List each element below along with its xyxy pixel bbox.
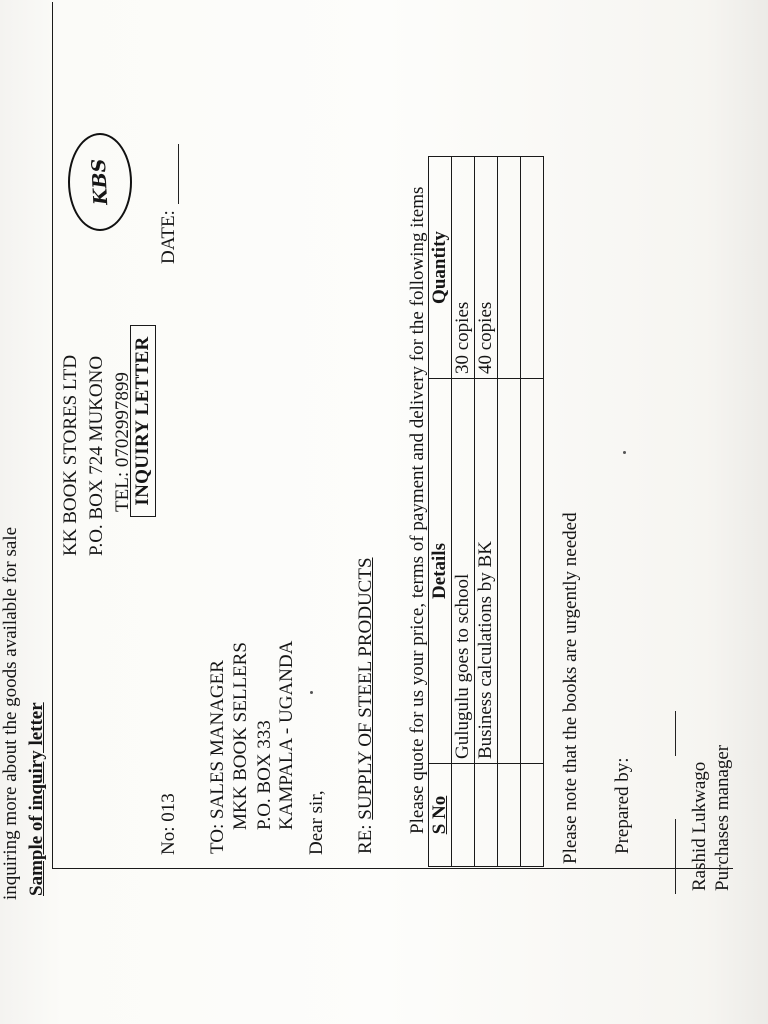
cell-quantity: 40 copies <box>475 157 498 379</box>
header-details: Details <box>429 379 452 764</box>
cell-details <box>521 379 544 764</box>
subject-prefix: RE: <box>355 819 376 854</box>
cell-sno <box>475 764 498 867</box>
company-name: KK BOOK STORES LTD <box>60 354 81 556</box>
company-address: P.O. BOX 724 MUKONO <box>86 355 107 556</box>
signature-line <box>675 819 676 894</box>
subject-text: SUPPLY OF STEEL PRODUCTS <box>355 557 376 820</box>
table-row <box>475 157 498 867</box>
cell-sno <box>452 764 475 867</box>
subject-line <box>355 557 377 854</box>
signature-line-2 <box>675 711 676 756</box>
date-label: DATE: <box>158 210 179 264</box>
letter-title: INQUIRY LETTER <box>130 325 156 517</box>
company-phone: TEL: 0702997899 <box>112 372 133 512</box>
signer-title: Purchases manager <box>712 744 733 891</box>
scan-speck <box>310 691 313 694</box>
reference-number: No: 013 <box>158 793 179 855</box>
quote-request: Please quote for us your price, terms of payment and delivery for the following items <box>407 186 428 834</box>
cell-details <box>498 379 521 764</box>
items-table <box>428 156 544 867</box>
salutation: Dear sir, <box>306 790 327 855</box>
section-title: Sample of inquiry letter <box>26 702 47 896</box>
cell-quantity <box>521 157 544 379</box>
company-logo <box>68 133 132 231</box>
scan-speck <box>623 451 626 454</box>
date-blank-line <box>178 144 179 204</box>
logo-text: KBS <box>87 158 113 206</box>
signer-name: Rashid Lukwago <box>689 761 710 891</box>
cell-details: Business calculations by BK <box>475 379 498 764</box>
table-row <box>452 157 475 867</box>
urgency-note: Please note that the books are urgently needed <box>560 512 581 864</box>
header-sno: S No <box>429 764 452 867</box>
header-quantity: Quantity <box>429 157 452 379</box>
table-header-row <box>429 157 452 867</box>
recipient-line-1: TO: SALES MANAGER <box>207 660 228 854</box>
intro-text: inquiring more about the goods available for sale <box>0 526 21 900</box>
cell-sno <box>498 764 521 867</box>
cell-details: Gulugulu goes to school <box>452 379 475 764</box>
recipient-line-2: MKK BOOK SELLERS <box>230 642 251 830</box>
cell-sno <box>521 764 544 867</box>
prepared-by-label: Prepared by: <box>612 757 633 854</box>
cell-quantity: 30 copies <box>452 157 475 379</box>
cell-quantity <box>498 157 521 379</box>
table-row <box>498 157 521 867</box>
recipient-line-3: P.O. BOX 333 <box>254 720 275 830</box>
recipient-line-4: KAMPALA - UGANDA <box>276 640 297 830</box>
table-row <box>521 157 544 867</box>
